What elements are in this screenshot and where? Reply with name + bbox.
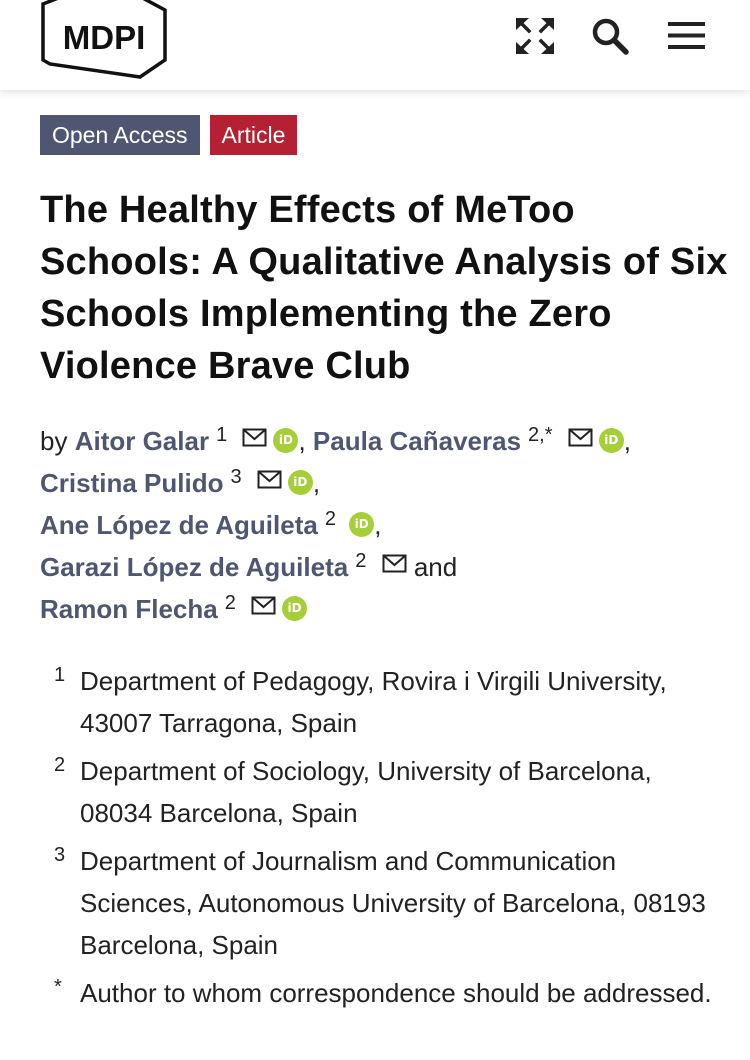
affiliation-number: 2 — [54, 754, 66, 776]
affiliation-item — [40, 840, 730, 966]
article-badges — [40, 115, 297, 155]
author-name[interactable]: Cristina Pulido — [40, 468, 224, 498]
article-type-badge[interactable]: Article — [210, 115, 298, 155]
mdpi-logo[interactable] — [40, 0, 168, 80]
affiliation-text: Department of Sociology, University of Barcelona, 08034 Barcelona, Spain — [80, 756, 652, 828]
author-line — [40, 582, 730, 624]
author-name[interactable]: Aitor Galar — [74, 426, 210, 456]
separator: , — [623, 426, 631, 456]
menu-icon[interactable] — [668, 22, 705, 49]
affiliation-marker[interactable]: 2 — [224, 592, 236, 614]
affiliation-number: 3 — [54, 844, 66, 866]
author-name[interactable]: Ramon Flecha — [40, 594, 218, 624]
affiliation-marker[interactable]: 2 — [324, 508, 336, 530]
author-line — [40, 414, 730, 456]
expand-icon[interactable] — [515, 17, 555, 55]
open-access-badge[interactable]: Open Access — [40, 115, 200, 155]
mail-icon[interactable] — [251, 596, 276, 615]
mail-icon[interactable] — [257, 470, 282, 489]
mail-icon[interactable] — [382, 554, 407, 573]
author-line — [40, 540, 730, 582]
affiliation-text: Department of Journalism and Communication Sciences, Autonomous University of Barcelona, 08193 Barcelona, Spain — [80, 846, 706, 960]
affiliation-list — [40, 660, 730, 1020]
article-title: The Healthy Effects of MeToo Schools: A Qualitative Analysis of Six Schools Implementing the Zero Violence Brave Club — [40, 189, 728, 387]
author-name[interactable]: Paula Cañaveras — [312, 426, 522, 456]
orcid-icon[interactable]: iD — [282, 596, 307, 621]
author-name[interactable]: Ane López de Aguileta — [40, 510, 318, 540]
and-label: and — [413, 552, 458, 582]
mail-icon[interactable] — [568, 428, 593, 447]
site-header — [0, 0, 750, 90]
author-line — [40, 498, 730, 540]
affiliation-text: Author to whom correspondence should be addressed. — [80, 978, 712, 1008]
mail-icon[interactable] — [242, 428, 267, 447]
author-name[interactable]: Garazi López de Aguileta — [40, 552, 349, 582]
affiliation-item — [40, 972, 730, 1014]
affiliation-marker[interactable]: 3 — [230, 466, 242, 488]
affiliation-item — [40, 660, 730, 744]
author-line — [40, 456, 730, 498]
affiliation-number: 1 — [54, 664, 66, 686]
affiliation-number: * — [54, 976, 62, 998]
affiliation-item — [40, 750, 730, 834]
author-list — [40, 414, 730, 624]
orcid-icon[interactable]: iD — [288, 470, 313, 495]
separator: , — [374, 510, 382, 540]
affiliation-text: Department of Pedagogy, Rovira i Virgili University, 43007 Tarragona, Spain — [80, 666, 667, 738]
affiliation-marker[interactable]: 2 — [355, 550, 367, 572]
by-label: by — [40, 426, 68, 456]
orcid-icon[interactable]: iD — [599, 428, 624, 453]
search-icon[interactable] — [591, 17, 629, 55]
affiliation-marker[interactable]: 1 — [216, 424, 228, 446]
affiliation-marker[interactable]: 2,* — [528, 424, 553, 446]
separator: , — [312, 468, 321, 498]
separator: , — [298, 426, 306, 456]
logo-text: MDPI — [62, 19, 146, 56]
orcid-icon[interactable]: iD — [273, 428, 298, 453]
orcid-icon[interactable]: iD — [349, 512, 374, 537]
